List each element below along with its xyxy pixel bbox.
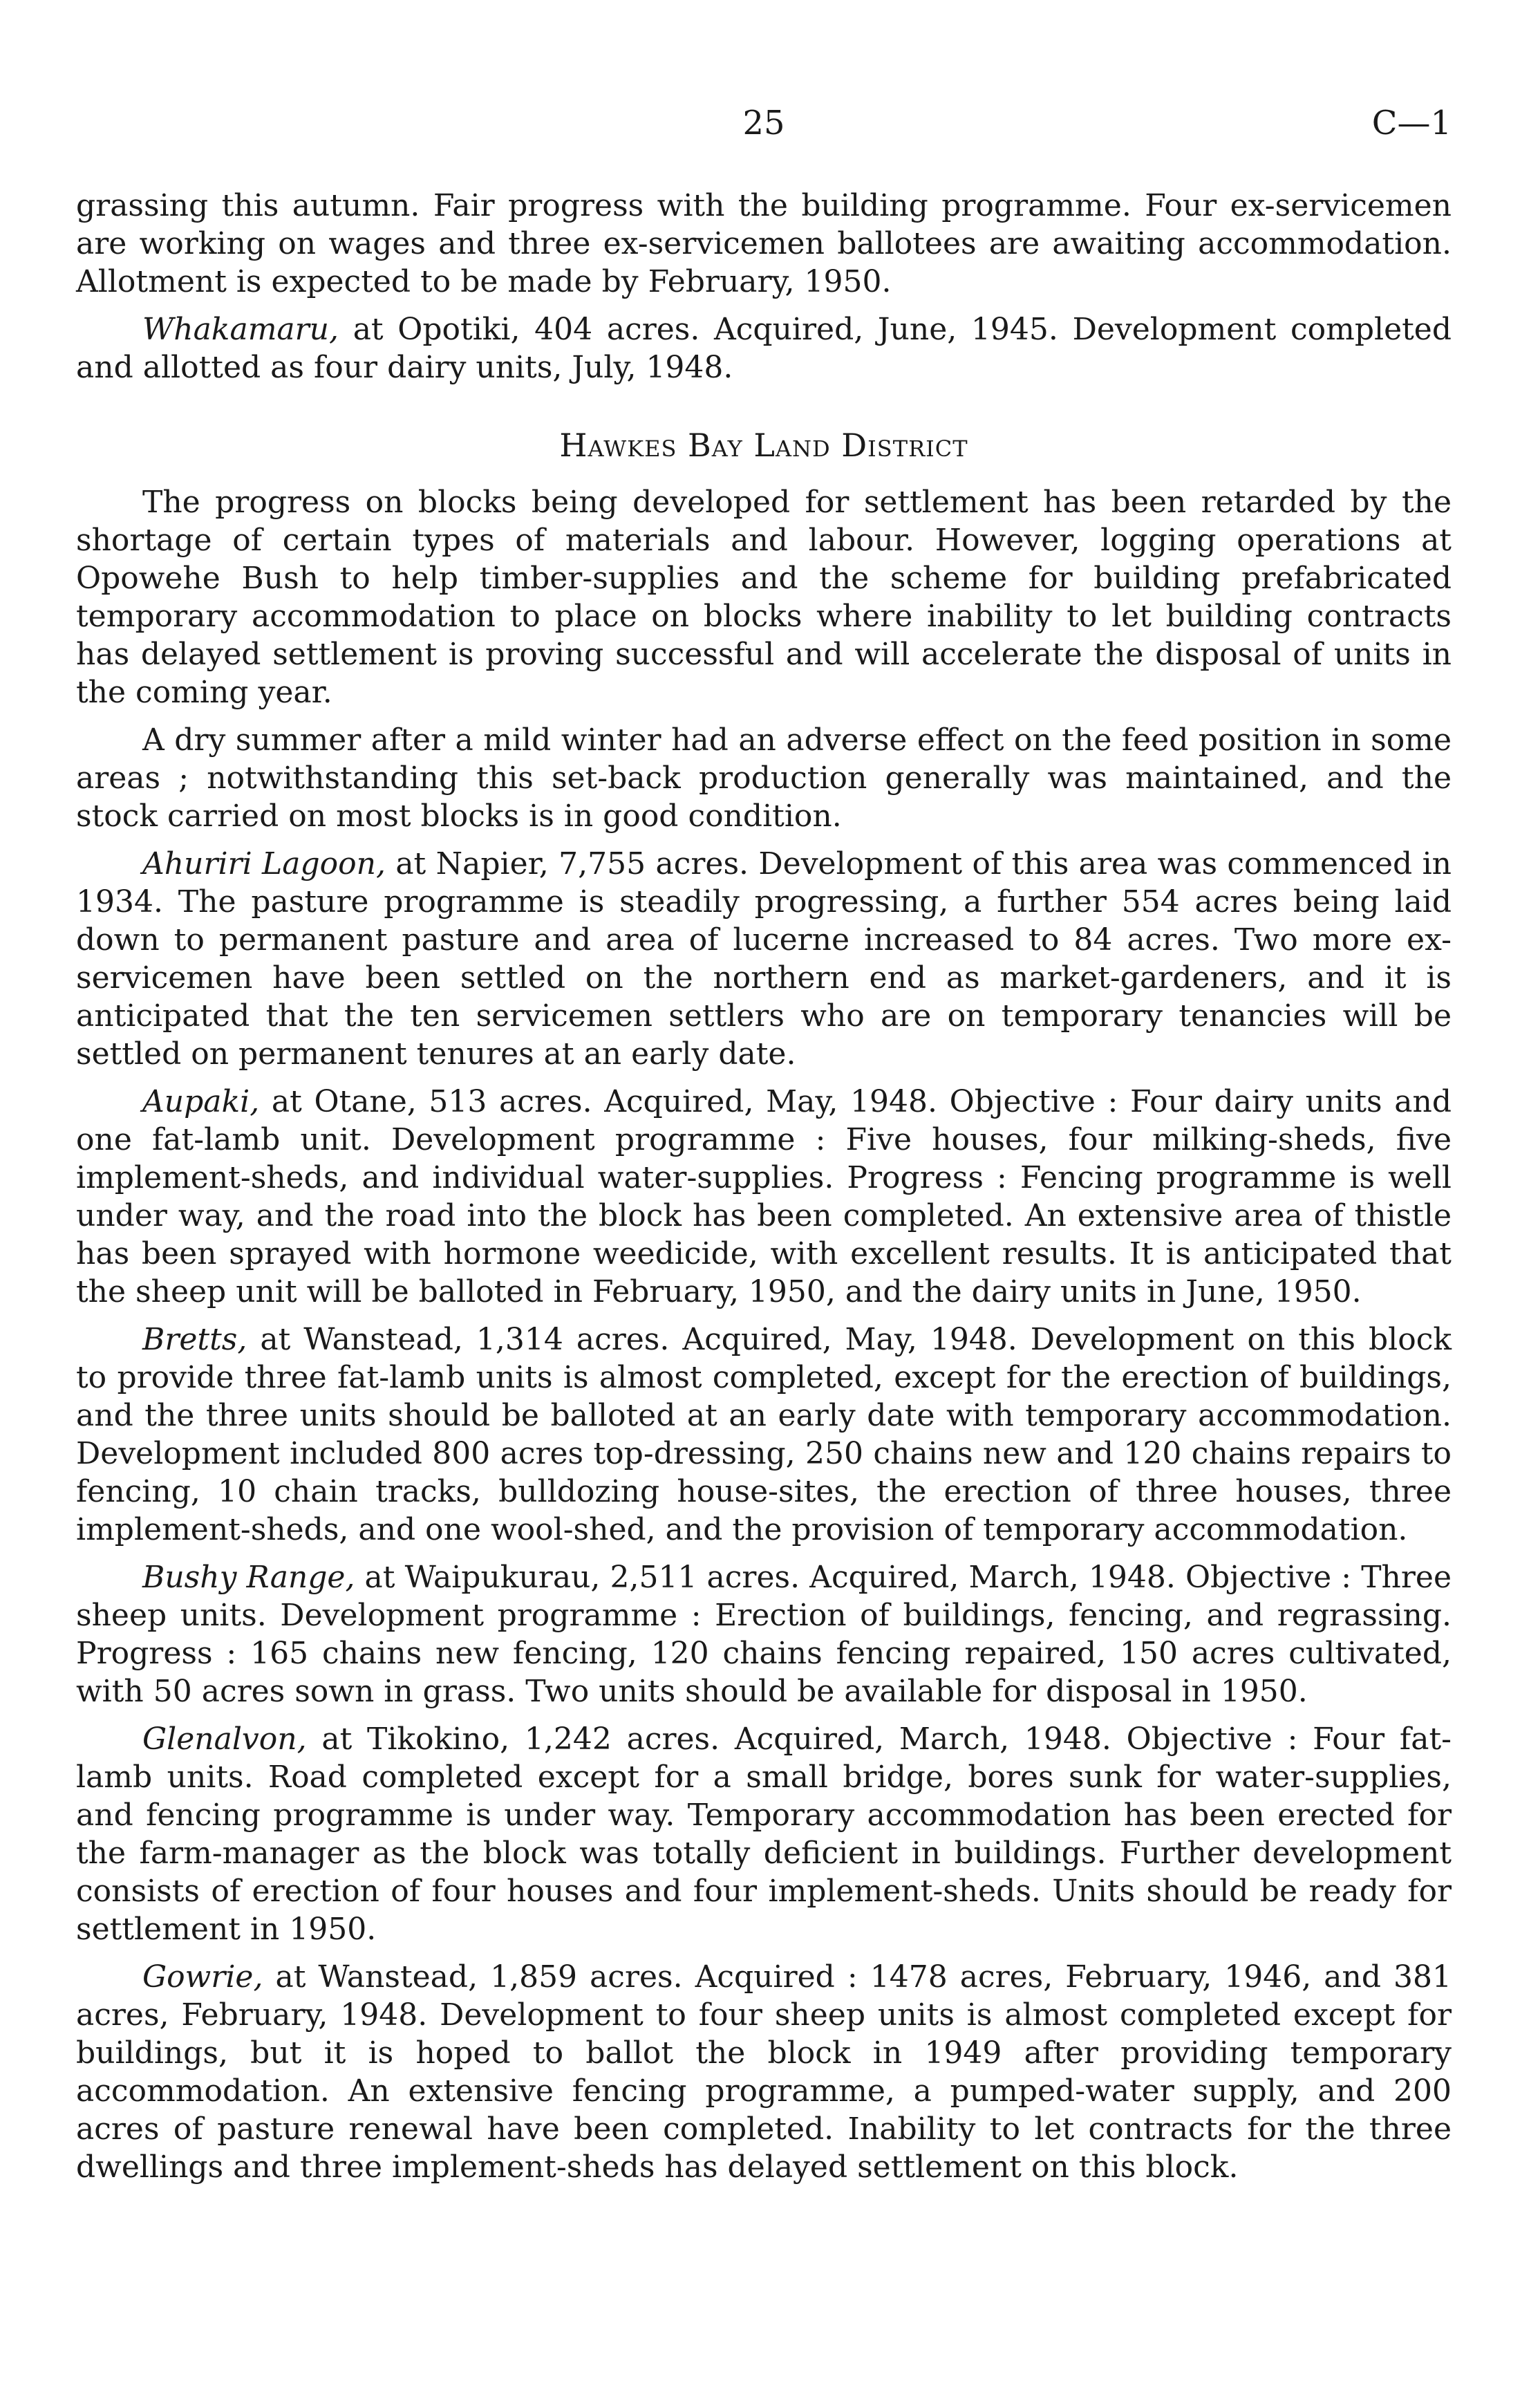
- document-page: [76, 104, 1452, 2196]
- paragraph-text: at Waipukurau, 2,511 acres. Acquired, March, 1948. Objective : Three sheep units. Development programme : Erection of buildings, fencing, and regrassing. Progress : 165 chains new fencing, 120 chains fencing repaired, 150 acres cultivated, with 50 acres sown in grass. Two units should be available for disposal in 1950.: [76, 1560, 1452, 1709]
- document-reference: C—1: [1371, 104, 1452, 142]
- paragraph-text: grassing this autumn. Fair progress with the building programme. Four ex-servicemen are working on wages and three ex-servicemen ballotees are awaiting accommodation. Allotment is expected to be made by February, 1950.: [76, 188, 1452, 299]
- block-name: Whakamaru,: [142, 312, 339, 347]
- paragraph-text: at Napier, 7,755 acres. Development of this area was commenced in 1934. The pasture programme is steadily progressing, a further 554 acres being laid down to permanent pasture and area of lucerne increased to 84 acres. Two more ex-servicemen have been settled on the northern end as market-gardeners, and it is anticipated that the ten servicemen settlers who are on temporary tenancies will be settled on permanent tenures at an early date.: [76, 846, 1452, 1072]
- general-paragraph: [76, 483, 1452, 711]
- block-name: Bretts,: [142, 1322, 247, 1357]
- block-name: Ahuriri Lagoon,: [142, 846, 386, 881]
- page-number: 25: [742, 104, 785, 142]
- block-name: Gowrie,: [142, 1959, 263, 1995]
- page-header: [76, 104, 1452, 187]
- block-name: Aupaki,: [142, 1084, 260, 1119]
- paragraph-text: at Tikokino, 1,242 acres. Acquired, March, 1948. Objective : Four fat-lamb units. Road completed except for a small bridge, bores sunk for water-supplies, and fencing programme is under way. Temporary accommodation has been erected for the farm-manager as the block was totally deficient in buildings. Further development consists of erection of four houses and four implement-sheds. Units should be ready for settlement in 1950.: [76, 1722, 1452, 1947]
- paragraph-text: at Opotiki, 404 acres. Acquired, June, 1945. Development completed and allotted as four dairy units, July, 1948.: [76, 312, 1452, 385]
- continued-paragraph: [76, 187, 1452, 301]
- section-heading: Hawkes Bay Land District: [559, 427, 968, 464]
- block-name: Bushy Range,: [142, 1560, 355, 1595]
- paragraph-text: at Wanstead, 1,314 acres. Acquired, May, 1948. Development on this block to provide three fat-lamb units is almost completed, except for the erection of buildings, and the three units should be balloted at an early date with temporary accommodation. Development included 800 acres top-dressing, 250 chains new and 120 chains repairs to fencing, 10 chain tracks, bulldozing house-sites, the erection of three houses, three implement-sheds, and one wool-shed, and the provision of temporary accommodation.: [76, 1322, 1452, 1547]
- block-name: Glenalvon,: [142, 1722, 307, 1757]
- paragraph-text: The progress on blocks being developed for settlement has been retarded by the shortage of certain types of materials and labour. However, logging operations at Opowehe Bush to help timber-supplies and the scheme for building prefabricated temporary accommodation to place on blocks where inability to let building contracts has delayed settlement is proving successful and will accelerate the disposal of units in the coming year.: [76, 485, 1452, 710]
- block-paragraph-bretts: [76, 1321, 1452, 1549]
- block-paragraph-glenalvon: [76, 1720, 1452, 1948]
- paragraph-text: at Otane, 513 acres. Acquired, May, 1948. Objective : Four dairy units and one fat-lamb unit. Development programme : Five houses, four milking-sheds, five implement-sheds, and individual water-supplies. Progress : Fencing programme is well under way, and the road into the block has been completed. An extensive area of thistle has been sprayed with hormone weedicide, with excellent results. It is anticipated that the sheep unit will be balloted in February, 1950, and the dairy units in June, 1950.: [76, 1084, 1452, 1309]
- block-paragraph-ahuriri-lagoon: [76, 845, 1452, 1073]
- paragraph-text: A dry summer after a mild winter had an adverse effect on the feed position in some areas ; notwithstanding this set-back production generally was maintained, and the stock carried on most blocks is in good condition.: [76, 722, 1452, 834]
- paragraph-text: at Wanstead, 1,859 acres. Acquired : 1478 acres, February, 1946, and 381 acres, February, 1948. Development to four sheep units is almost completed except for buildings, but it is hoped to ballot the block in 1949 after providing temporary accommodation. An extensive fencing programme, a pumped-water supply, and 200 acres of pasture renewal have been completed. Inability to let contracts for the three dwellings and three implement-sheds has delayed settlement on this block.: [76, 1959, 1452, 2185]
- general-paragraph: [76, 721, 1452, 835]
- block-paragraph-gowrie: [76, 1958, 1452, 2186]
- block-paragraph-aupaki: [76, 1083, 1452, 1311]
- block-paragraph-bushy-range: [76, 1558, 1452, 1710]
- block-paragraph-whakamaru: [76, 310, 1452, 386]
